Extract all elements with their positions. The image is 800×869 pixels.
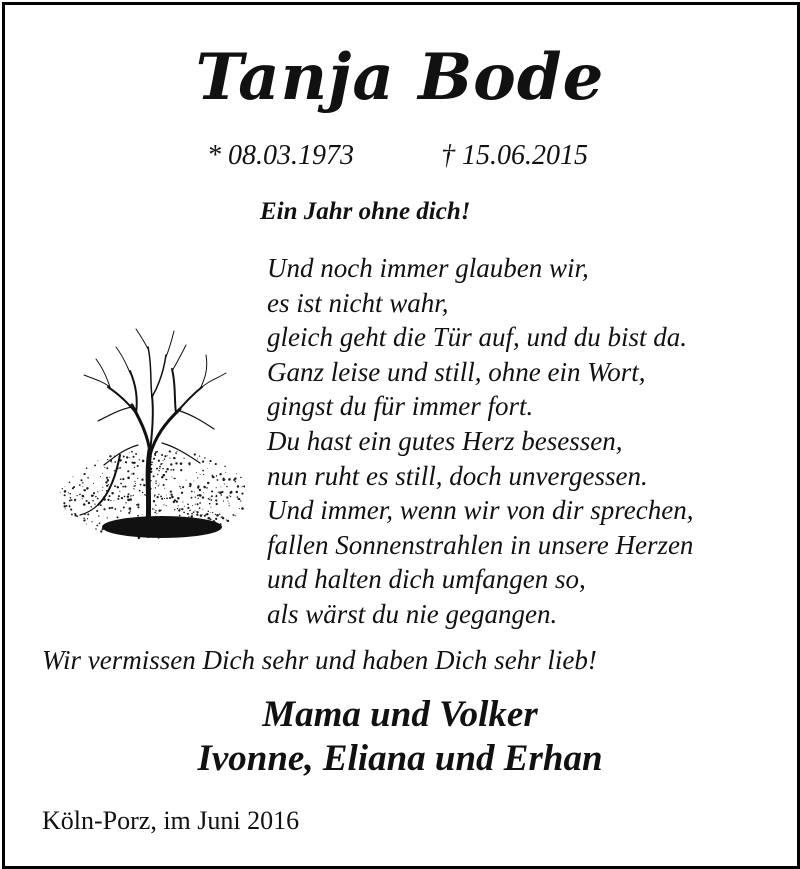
poem-line: Du hast ein gutes Herz besessen, — [267, 425, 623, 456]
family-line: Mama und Volker — [262, 694, 538, 735]
poem-line: gingst du für immer fort. — [267, 391, 534, 422]
poem-line: nun ruht es still, doch unvergessen. — [267, 460, 648, 491]
birth-date: * 08.03.1973 — [207, 140, 354, 171]
place-date: Köln-Porz, im Juni 2016 — [42, 806, 300, 835]
poem-line: fallen Sonnenstrahlen in unsere Herzen — [267, 529, 694, 560]
poem-line: und halten dich umfangen so, — [267, 564, 586, 595]
poem-line: Und immer, wenn wir von dir sprechen, — [267, 495, 694, 526]
subtitle: Ein Jahr ohne dich! — [260, 198, 471, 225]
death-date: † 15.06.2015 — [441, 140, 588, 171]
deceased-name: Tanja Bode — [195, 40, 605, 115]
poem-line: es ist nicht wahr, — [267, 287, 449, 318]
poem-line: Und noch immer glauben wir, — [267, 253, 589, 283]
family-line: Ivonne, Eliana und Erhan — [197, 738, 603, 779]
poem-line: Ganz leise und still, ohne ein Wort, — [267, 356, 646, 387]
poem — [267, 251, 693, 632]
poem-line: als wärst du nie gegangen. — [267, 598, 558, 629]
poem-line: gleich geht die Tür auf, und du bist da. — [267, 322, 687, 353]
tree-illustration — [40, 325, 245, 560]
message: Wir vermissen Dich sehr und haben Dich sehr lieb! — [42, 645, 597, 675]
